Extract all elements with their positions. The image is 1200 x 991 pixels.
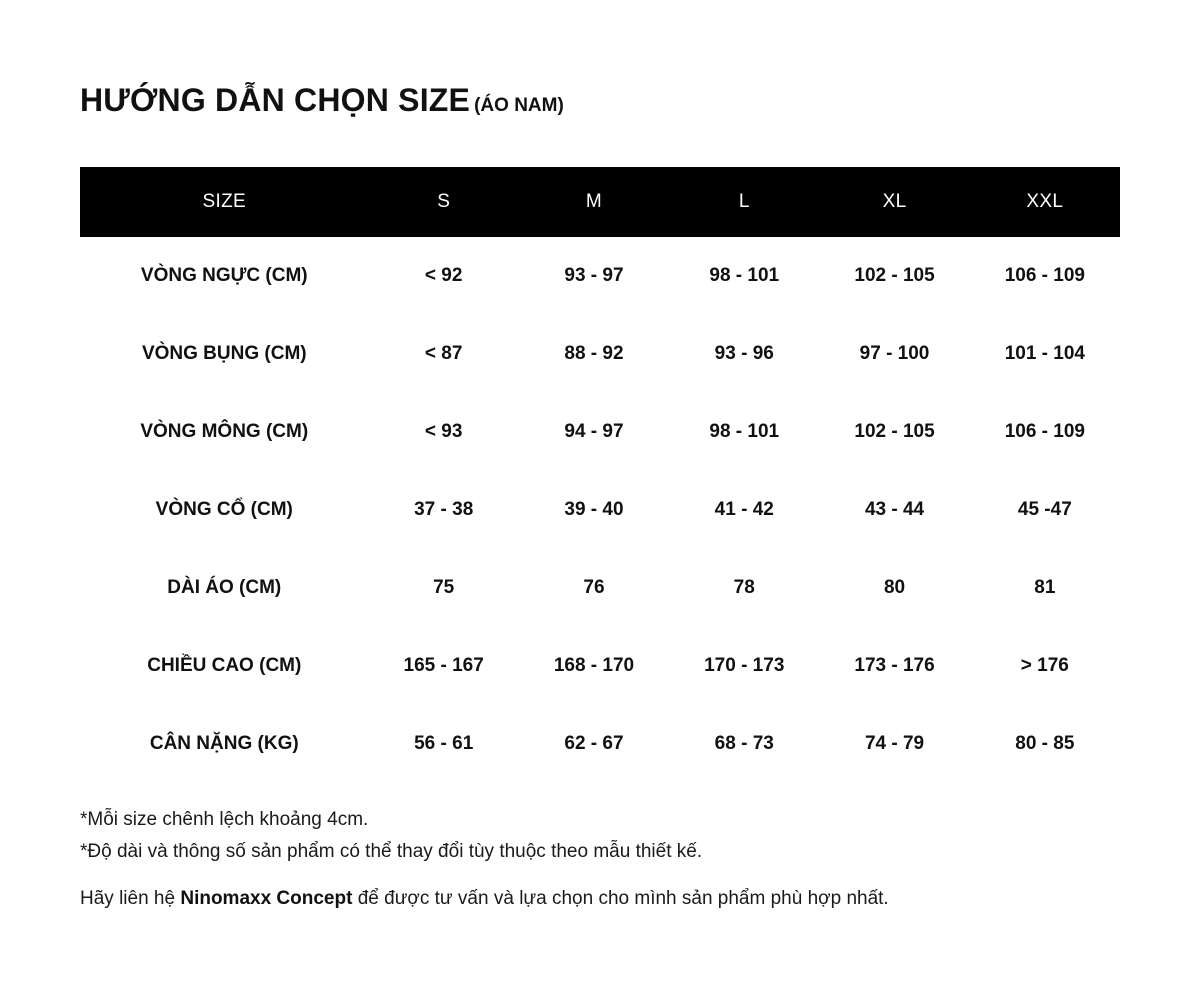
table-cell: 98 - 101 [709,421,780,442]
contact-prefix: Hãy liên hệ [80,888,181,909]
table-cell: 56 - 61 [414,733,474,754]
table-cell: 74 - 79 [864,733,925,754]
row-label: CHIỀU CAO (CM) [147,655,302,676]
table-row [80,393,1120,471]
table-cell: 80 - 85 [1015,733,1075,754]
row-label: VÒNG BỤNG (CM) [141,343,307,364]
table-cell: 62 - 67 [564,733,624,754]
table-cell: 76 [583,577,605,598]
table-row [80,315,1120,393]
table-cell: 101 - 104 [1004,343,1085,364]
table-cell: 37 - 38 [414,499,474,520]
table-cell: 94 - 97 [564,421,624,442]
table-cell: 97 - 100 [859,343,930,364]
table-cell: < 92 [424,265,463,286]
table-row [80,237,1120,315]
note-spec-variation: *Độ dài và thông số sản phẩm có thể thay đổi tùy thuộc theo mẫu thiết kế. [80,841,703,862]
table-body [80,237,1120,783]
table-row [80,705,1120,783]
page-title [80,80,564,126]
table-cell: 43 - 44 [864,499,925,520]
table-row [80,549,1120,627]
row-label: DÀI ÁO (CM) [167,577,282,598]
table-cell: 98 - 101 [709,265,780,286]
contact-message [80,883,889,915]
table-cell: 170 - 173 [704,655,785,676]
brand-name: Ninomaxx Concept [180,888,353,909]
header-cell-l: L [738,191,750,212]
header-cell-m: M [585,191,603,212]
table-cell: 41 - 42 [714,499,774,520]
row-label: CÂN NẶNG (KG) [149,733,299,754]
table-cell: 75 [433,577,455,598]
table-cell: 68 - 73 [714,733,774,754]
header-cell-s: S [437,191,451,212]
table-row [80,627,1120,705]
row-label: VÒNG NGỰC (CM) [140,265,308,286]
table-row [80,471,1120,549]
contact-suffix: để được tư vấn và lựa chọn cho mình sản phẩm phù hợp nhất. [352,888,889,909]
table-cell: 165 - 167 [403,655,484,676]
table-cell: 106 - 109 [1004,265,1085,286]
table-cell: 80 [883,577,906,598]
table-cell: 78 [733,577,755,598]
table-cell: 45 -47 [1017,499,1072,520]
table-cell: 81 [1034,577,1056,598]
header-cell-size: SIZE [202,191,246,212]
table-cell: > 176 [1020,655,1069,676]
row-label: VÒNG MÔNG (CM) [140,421,309,442]
table-cell: < 93 [424,421,463,442]
table-cell: 102 - 105 [854,265,935,286]
table-cell: 88 - 92 [564,343,624,364]
title-main: HƯỚNG DẪN CHỌN SIZE [80,82,471,118]
size-chart-table [80,167,1120,783]
table-cell: < 87 [424,343,463,364]
table-cell: 93 - 97 [564,265,624,286]
table-cell: 93 - 96 [714,343,774,364]
title-subtitle: (ÁO NAM) [474,95,564,116]
header-cell-xxl: XXL [1026,191,1064,212]
row-label: VÒNG CỔ (CM) [155,499,293,520]
table-cell: 168 - 170 [553,655,635,676]
notes-section [80,804,702,868]
table-header [80,167,1120,237]
header-row [80,167,1120,237]
table-cell: 173 - 176 [854,655,935,676]
table-cell: 106 - 109 [1004,421,1085,442]
header-cell-xl: XL [882,191,907,212]
table-cell: 39 - 40 [564,499,624,520]
note-size-difference: *Mỗi size chênh lệch khoảng 4cm. [80,809,369,830]
table-cell: 102 - 105 [854,421,935,442]
